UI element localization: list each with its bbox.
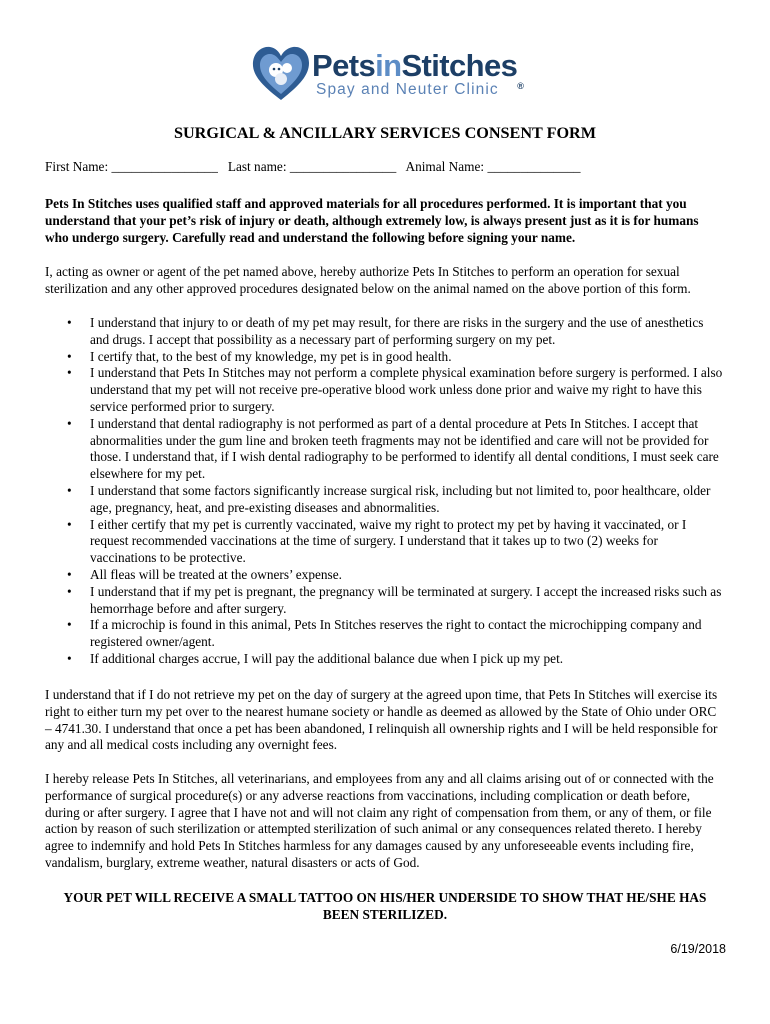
- list-item: • If additional charges accrue, I will pay the additional balance due when I pick up my pet.: [45, 651, 725, 668]
- list-item: • All fleas will be treated at the owners’ expense.: [45, 567, 725, 584]
- list-item: • I understand that injury to or death of my pet may result, for there are risks in the surgery and the use of anesthetics and drugs. I accept that possibility as a necessary part of performing surgery on my pet.: [45, 315, 725, 349]
- form-date: 6/19/2018: [670, 942, 726, 956]
- list-item: • I understand that Pets In Stitches may not perform a complete physical examination before surgery is performed. I also understand that my pet will not receive pre-operative blood work unless done prior and waive my right to have this service performed prior to surgery.: [45, 365, 725, 415]
- list-item: • I certify that, to the best of my knowledge, my pet is in good health.: [45, 349, 725, 366]
- intro-paragraph: Pets In Stitches uses qualified staff and approved materials for all procedures performed. It is important that you understand that your pet’s risk of injury or death, although extremely low, is always present just as it is for humans who undergo surgery. Carefully read and understand the following before signing your name.: [45, 196, 699, 245]
- consent-bullet-list: [45, 315, 725, 668]
- list-item: • If a microchip is found in this animal, Pets In Stitches reserves the right to contact the microchipping company and registered owner/agent.: [45, 617, 725, 651]
- name-fields-line: First Name: ________________ Last name: ________________ Animal Name: ______________: [45, 159, 581, 174]
- list-item: • I understand that if my pet is pregnant, the pregnancy will be terminated at surgery. I accept the increased risks such as hemorrhage before and after surgery.: [45, 584, 725, 618]
- form-title: SURGICAL & ANCILLARY SERVICES CONSENT FORM: [173, 124, 597, 142]
- authorization-paragraph: I, acting as owner or agent of the pet named above, hereby authorize Pets In Stitches to perform an operation for sexual sterilization and any other approved procedures designated below on the animal named on the above portion of this form.: [45, 264, 691, 296]
- tattoo-notice: YOUR PET WILL RECEIVE A SMALL TATTOO ON HIS/HER UNDERSIDE TO SHOW THAT HE/SHE HAS BEEN STERILIZED.: [63, 890, 707, 922]
- heart-pet-icon: [250, 44, 312, 104]
- logo-tagline: Spay and Neuter Clinic: [316, 81, 499, 98]
- list-item: • I either certify that my pet is currently vaccinated, waive my right to protect my pet by having it vaccinated, or I request recommended vaccinations at the time of surgery. I understand that it takes up to two (2) weeks for vaccinations to be protective.: [45, 517, 725, 567]
- release-paragraph: I hereby release Pets In Stitches, all veterinarians, and employees from any and all claims arising out of or connected with the performance of surgical procedure(s) or any adverse reactions from vaccinations, including complication or death before, during or after surgery. I agree that I have not and will not claim any right of compensation from them, or any of them, or file action by reason of such sterilization or attempted sterilization of such animal or any consequences related thereto. I hereby agree to indemnify and hold Pets In Stitches harmless for any damages caused by any unforeseeable events including fire, vandalism, burglary, extreme weather, natural disasters or acts of God.: [45, 771, 714, 870]
- list-item: • I understand that some factors significantly increase surgical risk, including but not limited to, poor healthcare, older age, pregnancy, heat, and pre-existing diseases and abnormalities.: [45, 483, 725, 517]
- pets-in-stitches-logo: [250, 44, 522, 104]
- logo-brand-name: PetsinStitches®: [312, 48, 524, 91]
- retrieval-paragraph: I understand that if I do not retrieve my pet on the day of surgery at the agreed upon time, that Pets In Stitches will exercise its right to either turn my pet over to the nearest humane society or handle as deemed as allowed by the State of Ohio under ORC – 4741.30. I understand that once a pet has been abandoned, I relinquish all ownership rights and I will be held responsible for any and all medical costs including any overnight fees.: [45, 687, 718, 753]
- list-item: • I understand that dental radiography is not performed as part of a dental procedure at Pets In Stitches. I accept that abnormalities under the gum line and broken teeth fragments may not be identified and care will not be provided for those. I understand that, if I wish dental radiography to be performed to identify all dental conditions, I must seek care elsewhere for my pet.: [45, 416, 725, 483]
